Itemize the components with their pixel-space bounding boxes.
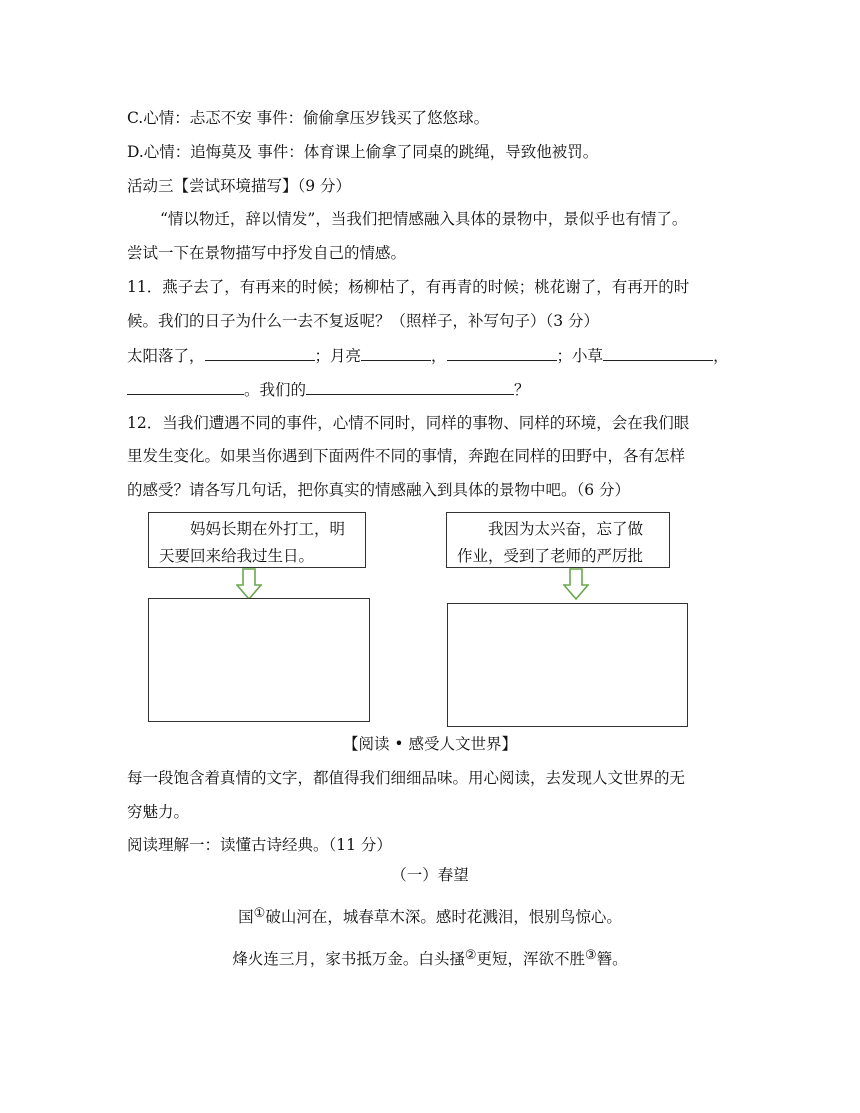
poem-text: 烽火连三月，家书抵万金。白头搔 (232, 950, 465, 968)
reading-intro-1: 每一段饱含着真情的文字，都值得我们细细品味。用心阅读，去发现人文世界的无 (127, 769, 686, 787)
box-left-line-1: 妈妈长期在外打工，明 (190, 520, 346, 538)
poem-title: （一）春望 (391, 866, 469, 884)
down-arrow-icon (563, 568, 589, 600)
poem-text: 更短，浑欲不胜 (476, 950, 585, 968)
event-box-right (446, 512, 670, 568)
q11-fill-d: ；小草 (556, 347, 604, 365)
option-d: D.心情：追悔莫及 事件：体育课上偷拿了同桌的跳绳，导致他被罚。 (127, 143, 599, 161)
q11-fill-g: ？ (514, 381, 530, 399)
activity3-title: 活动三【尝试环境描写】（9 分） (127, 177, 352, 195)
answer-box-right[interactable] (447, 603, 688, 727)
poem-text: 破山河在，城春草木深。感时花溅泪，恨别鸟惊心。 (265, 908, 622, 926)
q12-line-2: 里发生变化。如果当你遇到下面两件不同的事情，奔跑在同样的田野中，各有怎样 (127, 447, 686, 465)
q11-line-2: 候。我们的日子为什么一去不复返呢？（照样子，补写句子）（3 分） (127, 312, 600, 330)
blank-6[interactable] (306, 379, 514, 395)
event-box-left (148, 512, 366, 568)
q11-fill-a: 太阳落了， (127, 347, 205, 365)
answer-box-left[interactable] (148, 598, 370, 722)
poem-text: 簪。 (596, 950, 628, 968)
q11-fill-line-2 (127, 379, 530, 400)
q11-line-1: 11．燕子去了，有再来的时候；杨柳枯了，有再青的时候；桃花谢了，有再开的时 (127, 278, 690, 296)
box-right-line-2: 作业，受到了老师的严厉批 (457, 547, 644, 565)
footnote-marker: ③ (585, 948, 597, 963)
blank-5[interactable] (127, 379, 244, 395)
q11-fill-e: ， (713, 347, 729, 365)
q11-fill-b: ；月亮 (314, 347, 362, 365)
activity3-intro-2: 尝试一下在景物描写中抒发自己的情感。 (127, 244, 407, 262)
poem-text: 国 (238, 908, 254, 926)
footnote-marker: ① (253, 906, 266, 921)
blank-2[interactable] (361, 345, 431, 361)
reading-intro-2: 穷魅力。 (127, 803, 190, 821)
q11-fill-f: 。我们的 (244, 381, 307, 399)
poem-line-1 (0, 904, 860, 927)
q11-fill-line-1 (127, 345, 729, 366)
blank-4[interactable] (603, 345, 713, 361)
blank-1[interactable] (205, 345, 315, 361)
box-left-line-2: 天要回来给我过生日。 (159, 547, 315, 565)
q12-line-1: 12．当我们遭遇不同的事件，心情不同时，同样的事物、同样的环境，会在我们眼 (127, 414, 690, 432)
blank-3[interactable] (447, 345, 557, 361)
activity3-intro-1: “情以物迁，辞以情发”，当我们把情感融入具体的景物中，景似乎也有情了。 (160, 210, 688, 228)
poem-line-2 (0, 946, 860, 969)
q12-line-3: 的感受？请各写几句话，把你真实的情感融入到具体的景物中吧。（6 分） (127, 481, 631, 499)
option-c: C.心情：忐忑不安 事件：偷偷拿压岁钱买了悠悠球。 (127, 109, 490, 127)
q11-fill-c: ， (431, 347, 447, 365)
down-arrow-icon (236, 568, 262, 600)
reading-section-title: 【阅读 • 感受人文世界】 (343, 735, 517, 753)
box-right-line-1: 我因为太兴奋，忘了做 (488, 520, 644, 538)
footnote-marker: ② (464, 948, 477, 963)
reading-part1-title: 阅读理解一：读懂古诗经典。（11 分） (127, 836, 392, 854)
